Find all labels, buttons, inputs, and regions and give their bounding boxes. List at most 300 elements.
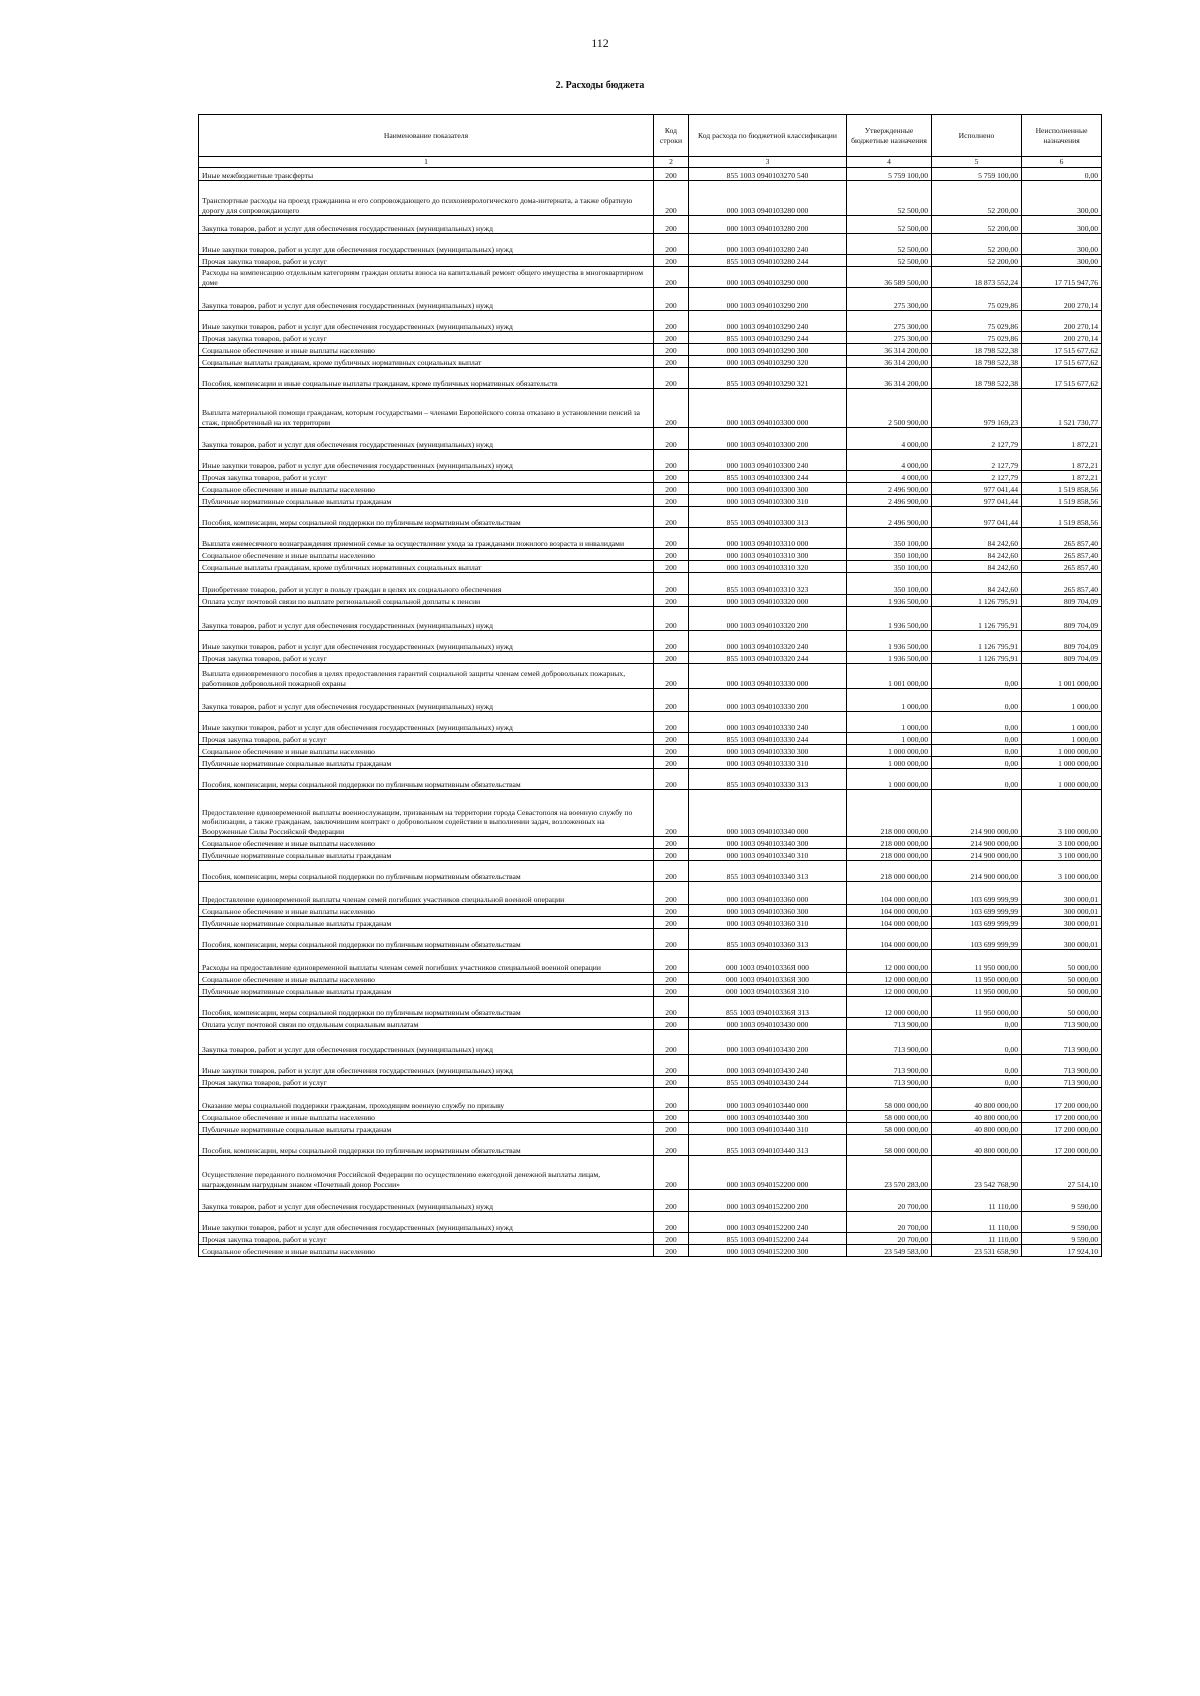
- table-row: [199, 745, 1102, 757]
- row-budget-code: 000 1003 0940103300 310: [689, 495, 847, 507]
- row-line-code: 200: [654, 997, 689, 1018]
- row-name: Пособия, компенсации, меры социальной поддержки по публичным нормативным обязательствам: [199, 997, 654, 1018]
- table-row: [199, 255, 1102, 267]
- row-approved: 1 936 500,00: [847, 631, 932, 652]
- row-unexecuted: 809 704,09: [1022, 652, 1102, 664]
- row-approved: 12 000 000,00: [847, 985, 932, 997]
- row-unexecuted: 17 200 000,00: [1022, 1111, 1102, 1123]
- row-line-code: 200: [654, 745, 689, 757]
- row-approved: 1 001 000,00: [847, 664, 932, 689]
- row-line-code: 200: [654, 1018, 689, 1030]
- row-line-code: 200: [654, 733, 689, 745]
- row-budget-code: 000 1003 0940103360 310: [689, 917, 847, 929]
- row-name: Пособия, компенсации и иные социальные выплаты гражданам, кроме публичных нормативных обязательств: [199, 368, 654, 389]
- row-line-code: 200: [654, 332, 689, 344]
- row-name: Иные закупки товаров, работ и услуг для обеспечения государственных (муниципальных) нужд: [199, 450, 654, 471]
- row-executed: 2 127,79: [932, 450, 1022, 471]
- row-line-code: 200: [654, 595, 689, 607]
- table-row: [199, 356, 1102, 368]
- row-approved: 52 500,00: [847, 234, 932, 255]
- row-line-code: 200: [654, 507, 689, 528]
- row-budget-code: 855 1003 0940103430 244: [689, 1076, 847, 1088]
- row-approved: 350 100,00: [847, 573, 932, 595]
- row-executed: 11 950 000,00: [932, 985, 1022, 997]
- row-name: Прочая закупка товаров, работ и услуг: [199, 471, 654, 483]
- row-name: Иные межбюджетные трансферты: [199, 168, 654, 181]
- row-executed: 18 798 522,38: [932, 368, 1022, 389]
- row-name: Пособия, компенсации, меры социальной поддержки по публичным нормативным обязательствам: [199, 1135, 654, 1156]
- row-name: Расходы на компенсацию отдельным категориям граждан оплаты взноса на капитальный ремонт общего имущества в многоквартирном доме: [199, 267, 654, 288]
- row-budget-code: 000 1003 0940103320 000: [689, 595, 847, 607]
- row-budget-code: 000 1003 0940103310 320: [689, 561, 847, 573]
- row-name: Социальное обеспечение и иные выплаты населению: [199, 549, 654, 561]
- row-line-code: 200: [654, 712, 689, 733]
- row-approved: 52 500,00: [847, 255, 932, 267]
- row-name: Социальные выплаты гражданам, кроме публичных нормативных социальных выплат: [199, 561, 654, 573]
- row-budget-code: 000 1003 0940103330 200: [689, 689, 847, 712]
- row-executed: 18 798 522,38: [932, 344, 1022, 356]
- row-approved: 36 589 500,00: [847, 267, 932, 288]
- row-unexecuted: 809 704,09: [1022, 595, 1102, 607]
- row-unexecuted: 265 857,40: [1022, 573, 1102, 595]
- row-unexecuted: 1 000 000,00: [1022, 745, 1102, 757]
- row-approved: 1 936 500,00: [847, 595, 932, 607]
- table-row: [199, 849, 1102, 861]
- row-name: Социальное обеспечение и иные выплаты населению: [199, 1245, 654, 1257]
- row-approved: 1 000 000,00: [847, 757, 932, 769]
- column-number: 4: [847, 157, 932, 168]
- row-unexecuted: 1 000,00: [1022, 733, 1102, 745]
- row-name: Прочая закупка товаров, работ и услуг: [199, 332, 654, 344]
- row-executed: 0,00: [932, 733, 1022, 745]
- row-name: Социальное обеспечение и иные выплаты населению: [199, 973, 654, 985]
- row-name: Закупка товаров, работ и услуг для обеспечения государственных (муниципальных) нужд: [199, 607, 654, 631]
- row-executed: 0,00: [932, 745, 1022, 757]
- row-line-code: 200: [654, 769, 689, 790]
- row-name: Пособия, компенсации, меры социальной поддержки по публичным нормативным обязательствам: [199, 861, 654, 882]
- row-approved: 713 900,00: [847, 1076, 932, 1088]
- row-executed: 214 900 000,00: [932, 861, 1022, 882]
- row-approved: 23 570 283,00: [847, 1156, 932, 1190]
- row-budget-code: 855 1003 0940103300 313: [689, 507, 847, 528]
- row-unexecuted: 17 515 677,62: [1022, 356, 1102, 368]
- table-row: [199, 483, 1102, 495]
- row-line-code: 200: [654, 1190, 689, 1212]
- row-budget-code: 000 1003 0940103440 310: [689, 1123, 847, 1135]
- row-line-code: 200: [654, 311, 689, 332]
- row-budget-code: 000 1003 0940103290 240: [689, 311, 847, 332]
- table-row: [199, 997, 1102, 1018]
- row-approved: 218 000 000,00: [847, 861, 932, 882]
- row-approved: 4 000,00: [847, 450, 932, 471]
- table-row: [199, 595, 1102, 607]
- row-name: Иные закупки товаров, работ и услуг для обеспечения государственных (муниципальных) нужд: [199, 1212, 654, 1233]
- row-line-code: 200: [654, 950, 689, 973]
- row-name: Публичные нормативные социальные выплаты гражданам: [199, 757, 654, 769]
- row-name: Прочая закупка товаров, работ и услуг: [199, 1233, 654, 1245]
- row-line-code: 200: [654, 368, 689, 389]
- row-line-code: 200: [654, 1030, 689, 1055]
- row-unexecuted: 713 900,00: [1022, 1076, 1102, 1088]
- row-approved: 1 000,00: [847, 733, 932, 745]
- table-row: [199, 288, 1102, 311]
- row-unexecuted: 300,00: [1022, 255, 1102, 267]
- table-row: [199, 311, 1102, 332]
- row-name: Оплата услуг почтовой связи по отдельным социальным выплатам: [199, 1018, 654, 1030]
- row-name: Социальное обеспечение и иные выплаты населению: [199, 483, 654, 495]
- row-budget-code: 000 1003 0940103340 310: [689, 849, 847, 861]
- row-approved: 1 000 000,00: [847, 769, 932, 790]
- row-budget-code: 000 1003 0940103290 200: [689, 288, 847, 311]
- row-executed: 18 798 522,38: [932, 356, 1022, 368]
- table-row: [199, 631, 1102, 652]
- row-line-code: 200: [654, 1245, 689, 1257]
- row-executed: 40 800 000,00: [932, 1123, 1022, 1135]
- table-row: [199, 689, 1102, 712]
- row-executed: 84 242,60: [932, 573, 1022, 595]
- table-row: [199, 471, 1102, 483]
- row-unexecuted: 17 200 000,00: [1022, 1135, 1102, 1156]
- row-unexecuted: 17 200 000,00: [1022, 1088, 1102, 1111]
- row-line-code: 200: [654, 168, 689, 181]
- row-executed: 40 800 000,00: [932, 1135, 1022, 1156]
- table-row: [199, 181, 1102, 216]
- table-row: [199, 712, 1102, 733]
- table-row: [199, 757, 1102, 769]
- row-executed: 1 126 795,91: [932, 607, 1022, 631]
- row-approved: 12 000 000,00: [847, 997, 932, 1018]
- table-row: [199, 905, 1102, 917]
- row-approved: 36 314 200,00: [847, 344, 932, 356]
- row-unexecuted: 50 000,00: [1022, 950, 1102, 973]
- row-unexecuted: 1 872,21: [1022, 428, 1102, 450]
- row-executed: 52 200,00: [932, 234, 1022, 255]
- row-line-code: 200: [654, 356, 689, 368]
- row-approved: 4 000,00: [847, 471, 932, 483]
- row-approved: 275 300,00: [847, 332, 932, 344]
- row-unexecuted: 713 900,00: [1022, 1018, 1102, 1030]
- column-number: 6: [1022, 157, 1102, 168]
- row-line-code: 200: [654, 450, 689, 471]
- row-line-code: 200: [654, 1123, 689, 1135]
- row-executed: 0,00: [932, 1030, 1022, 1055]
- table-row: [199, 1076, 1102, 1088]
- row-line-code: 200: [654, 389, 689, 428]
- row-unexecuted: 1 000,00: [1022, 689, 1102, 712]
- row-line-code: 200: [654, 561, 689, 573]
- row-name: Публичные нормативные социальные выплаты гражданам: [199, 1123, 654, 1135]
- row-executed: 11 950 000,00: [932, 950, 1022, 973]
- row-approved: 5 759 100,00: [847, 168, 932, 181]
- row-budget-code: 000 1003 0940152200 000: [689, 1156, 847, 1190]
- table-row: [199, 917, 1102, 929]
- row-name: Прочая закупка товаров, работ и услуг: [199, 1076, 654, 1088]
- row-executed: 5 759 100,00: [932, 168, 1022, 181]
- row-executed: 0,00: [932, 757, 1022, 769]
- row-executed: 214 900 000,00: [932, 849, 1022, 861]
- row-executed: 23 542 768,90: [932, 1156, 1022, 1190]
- header-unexecuted: Неисполненные назначения: [1022, 115, 1102, 157]
- row-unexecuted: 1 872,21: [1022, 471, 1102, 483]
- table-row: [199, 573, 1102, 595]
- header-approved: Утвержденные бюджетные назначения: [847, 115, 932, 157]
- row-approved: 36 314 200,00: [847, 368, 932, 389]
- row-executed: 214 900 000,00: [932, 837, 1022, 849]
- row-budget-code: 855 1003 0940103440 313: [689, 1135, 847, 1156]
- row-name: Закупка товаров, работ и услуг для обеспечения государственных (муниципальных) нужд: [199, 1030, 654, 1055]
- row-budget-code: 000 1003 0940103360 000: [689, 882, 847, 905]
- header-budget-code: Код расхода по бюджетной классификации: [689, 115, 847, 157]
- row-unexecuted: 300 000,01: [1022, 882, 1102, 905]
- row-budget-code: 000 1003 0940103430 200: [689, 1030, 847, 1055]
- row-budget-code: 000 1003 094010336Я 000: [689, 950, 847, 973]
- row-executed: 75 029,86: [932, 311, 1022, 332]
- row-approved: 52 500,00: [847, 181, 932, 216]
- row-line-code: 200: [654, 234, 689, 255]
- row-budget-code: 000 1003 0940103340 300: [689, 837, 847, 849]
- row-budget-code: 855 1003 0940103300 244: [689, 471, 847, 483]
- row-budget-code: 000 1003 0940103440 300: [689, 1111, 847, 1123]
- row-budget-code: 000 1003 0940103290 300: [689, 344, 847, 356]
- row-line-code: 200: [654, 255, 689, 267]
- row-name: Пособия, компенсации, меры социальной поддержки по публичным нормативным обязательствам: [199, 507, 654, 528]
- row-unexecuted: 300 000,01: [1022, 917, 1102, 929]
- row-name: Иные закупки товаров, работ и услуг для обеспечения государственных (муниципальных) нужд: [199, 234, 654, 255]
- row-unexecuted: 300 000,01: [1022, 905, 1102, 917]
- header-indicator-name: Наименование показателя: [199, 115, 654, 157]
- row-budget-code: 000 1003 0940103300 000: [689, 389, 847, 428]
- row-unexecuted: 809 704,09: [1022, 631, 1102, 652]
- row-approved: 12 000 000,00: [847, 973, 932, 985]
- row-executed: 0,00: [932, 689, 1022, 712]
- row-name: Прочая закупка товаров, работ и услуг: [199, 652, 654, 664]
- row-name: Закупка товаров, работ и услуг для обеспечения государственных (муниципальных) нужд: [199, 689, 654, 712]
- row-line-code: 200: [654, 1088, 689, 1111]
- row-approved: 58 000 000,00: [847, 1111, 932, 1123]
- row-approved: 104 000 000,00: [847, 882, 932, 905]
- row-approved: 1 936 500,00: [847, 607, 932, 631]
- row-unexecuted: 265 857,40: [1022, 561, 1102, 573]
- row-approved: 20 700,00: [847, 1190, 932, 1212]
- row-line-code: 200: [654, 1156, 689, 1190]
- row-name: Социальное обеспечение и иные выплаты населению: [199, 344, 654, 356]
- row-unexecuted: 300,00: [1022, 181, 1102, 216]
- row-line-code: 200: [654, 652, 689, 664]
- row-executed: 103 699 999,99: [932, 929, 1022, 950]
- row-approved: 218 000 000,00: [847, 837, 932, 849]
- row-budget-code: 000 1003 0940103310 000: [689, 528, 847, 549]
- table-row: [199, 1088, 1102, 1111]
- row-name: Закупка товаров, работ и услуг для обеспечения государственных (муниципальных) нужд: [199, 428, 654, 450]
- row-approved: 350 100,00: [847, 549, 932, 561]
- row-approved: 1 000 000,00: [847, 745, 932, 757]
- table-row: [199, 985, 1102, 997]
- row-unexecuted: 265 857,40: [1022, 549, 1102, 561]
- table-row: [199, 1030, 1102, 1055]
- row-executed: 40 800 000,00: [932, 1088, 1022, 1111]
- row-approved: 218 000 000,00: [847, 849, 932, 861]
- row-budget-code: 855 1003 0940103360 313: [689, 929, 847, 950]
- table-row: [199, 607, 1102, 631]
- table-body: [199, 168, 1102, 1257]
- row-name: Выплата материальной помощи гражданам, которым государствами – членами Европейского союза отказано в установлении пенсий за стаж, приобретенный на их территории: [199, 389, 654, 428]
- table-row: [199, 733, 1102, 745]
- row-line-code: 200: [654, 1135, 689, 1156]
- row-budget-code: 855 1003 0940103330 313: [689, 769, 847, 790]
- row-executed: 0,00: [932, 712, 1022, 733]
- row-unexecuted: 200 270,14: [1022, 311, 1102, 332]
- row-budget-code: 000 1003 0940103330 300: [689, 745, 847, 757]
- row-line-code: 200: [654, 1111, 689, 1123]
- row-executed: 75 029,86: [932, 332, 1022, 344]
- row-line-code: 200: [654, 181, 689, 216]
- row-budget-code: 000 1003 0940103320 200: [689, 607, 847, 631]
- row-executed: 52 200,00: [932, 255, 1022, 267]
- row-line-code: 200: [654, 267, 689, 288]
- row-budget-code: 000 1003 0940103280 200: [689, 216, 847, 234]
- row-executed: 103 699 999,99: [932, 917, 1022, 929]
- row-executed: 18 873 552,24: [932, 267, 1022, 288]
- row-line-code: 200: [654, 1233, 689, 1245]
- row-name: Закупка товаров, работ и услуг для обеспечения государственных (муниципальных) нужд: [199, 216, 654, 234]
- row-unexecuted: 713 900,00: [1022, 1055, 1102, 1076]
- table-row: [199, 1156, 1102, 1190]
- row-executed: 1 126 795,91: [932, 595, 1022, 607]
- row-executed: 1 126 795,91: [932, 652, 1022, 664]
- table-row: [199, 1055, 1102, 1076]
- row-budget-code: 000 1003 0940103430 240: [689, 1055, 847, 1076]
- table-row: [199, 507, 1102, 528]
- section-title: 2. Расходы бюджета: [555, 80, 645, 91]
- table-row: [199, 495, 1102, 507]
- row-line-code: 200: [654, 495, 689, 507]
- row-approved: 275 300,00: [847, 288, 932, 311]
- table-row: [199, 168, 1102, 181]
- row-approved: 36 314 200,00: [847, 356, 932, 368]
- row-approved: 58 000 000,00: [847, 1123, 932, 1135]
- table-row: [199, 973, 1102, 985]
- row-line-code: 200: [654, 882, 689, 905]
- row-name: Публичные нормативные социальные выплаты гражданам: [199, 849, 654, 861]
- row-executed: 11 110,00: [932, 1212, 1022, 1233]
- row-name: Иные закупки товаров, работ и услуг для обеспечения государственных (муниципальных) нужд: [199, 712, 654, 733]
- table-row: [199, 389, 1102, 428]
- row-unexecuted: 50 000,00: [1022, 973, 1102, 985]
- row-unexecuted: 17 200 000,00: [1022, 1123, 1102, 1135]
- row-line-code: 200: [654, 471, 689, 483]
- row-executed: 23 531 658,90: [932, 1245, 1022, 1257]
- row-budget-code: 855 1003 0940103340 313: [689, 861, 847, 882]
- row-approved: 218 000 000,00: [847, 790, 932, 837]
- row-unexecuted: 1 000,00: [1022, 712, 1102, 733]
- row-executed: 52 200,00: [932, 216, 1022, 234]
- row-budget-code: 000 1003 0940103280 000: [689, 181, 847, 216]
- row-unexecuted: 3 100 000,00: [1022, 849, 1102, 861]
- table-row: [199, 561, 1102, 573]
- row-executed: 11 950 000,00: [932, 973, 1022, 985]
- header-line-code: Код строки: [654, 115, 689, 157]
- table-row: [199, 549, 1102, 561]
- table-row: [199, 332, 1102, 344]
- row-unexecuted: 1 519 858,56: [1022, 483, 1102, 495]
- row-budget-code: 000 1003 0940152200 200: [689, 1190, 847, 1212]
- row-budget-code: 855 1003 0940103310 323: [689, 573, 847, 595]
- table-row: [199, 790, 1102, 837]
- row-executed: 1 126 795,91: [932, 631, 1022, 652]
- row-unexecuted: 809 704,09: [1022, 607, 1102, 631]
- row-name: Оплата услуг почтовой связи по выплате региональной социальной доплаты к пенсии: [199, 595, 654, 607]
- row-line-code: 200: [654, 607, 689, 631]
- row-budget-code: 855 1003 0940103330 244: [689, 733, 847, 745]
- row-approved: 4 000,00: [847, 428, 932, 450]
- row-line-code: 200: [654, 861, 689, 882]
- row-executed: 75 029,86: [932, 288, 1022, 311]
- row-budget-code: 855 1003 0940103320 244: [689, 652, 847, 664]
- row-name: Предоставление единовременной выплаты военнослужащим, призванным на территории города Севастополя на военную службу по мобилизации, а также гражданам, заключившим контракт о добровольном содействии в выполнении задач, возложенных на Вооруженные Силы Российской Федерации: [199, 790, 654, 837]
- row-name: Социальные выплаты гражданам, кроме публичных нормативных социальных выплат: [199, 356, 654, 368]
- row-line-code: 200: [654, 905, 689, 917]
- table-row: [199, 1190, 1102, 1212]
- row-unexecuted: 300 000,01: [1022, 929, 1102, 950]
- row-unexecuted: 1 521 730,77: [1022, 389, 1102, 428]
- table-row: [199, 1018, 1102, 1030]
- row-line-code: 200: [654, 757, 689, 769]
- row-unexecuted: 17 515 677,62: [1022, 344, 1102, 356]
- row-executed: 977 041,44: [932, 495, 1022, 507]
- row-approved: 58 000 000,00: [847, 1088, 932, 1111]
- table-row: [199, 368, 1102, 389]
- row-budget-code: 000 1003 0940103300 300: [689, 483, 847, 495]
- row-budget-code: 000 1003 0940103300 200: [689, 428, 847, 450]
- row-budget-code: 000 1003 094010336Я 300: [689, 973, 847, 985]
- row-line-code: 200: [654, 344, 689, 356]
- row-name: Социальное обеспечение и иные выплаты населению: [199, 905, 654, 917]
- row-budget-code: 000 1003 0940103290 320: [689, 356, 847, 368]
- row-name: Предоставление единовременной выплаты членам семей погибших участников специальной военной операции: [199, 882, 654, 905]
- row-approved: 52 500,00: [847, 216, 932, 234]
- row-budget-code: 000 1003 0940103320 240: [689, 631, 847, 652]
- row-unexecuted: 1 001 000,00: [1022, 664, 1102, 689]
- page-number: 112: [591, 36, 609, 50]
- column-number-row: [199, 157, 1102, 168]
- column-number: 1: [199, 157, 654, 168]
- row-line-code: 200: [654, 631, 689, 652]
- row-line-code: 200: [654, 837, 689, 849]
- row-executed: 977 041,44: [932, 483, 1022, 495]
- table-row: [199, 216, 1102, 234]
- row-unexecuted: 1 000 000,00: [1022, 757, 1102, 769]
- row-budget-code: 000 1003 0940103340 000: [689, 790, 847, 837]
- row-budget-code: 000 1003 0940103360 300: [689, 905, 847, 917]
- row-executed: 11 110,00: [932, 1233, 1022, 1245]
- row-name: Пособия, компенсации, меры социальной поддержки по публичным нормативным обязательствам: [199, 929, 654, 950]
- row-line-code: 200: [654, 985, 689, 997]
- row-approved: 1 000,00: [847, 712, 932, 733]
- row-unexecuted: 1 000 000,00: [1022, 769, 1102, 790]
- row-budget-code: 000 1003 0940103330 240: [689, 712, 847, 733]
- table-row: [199, 1212, 1102, 1233]
- row-approved: 104 000 000,00: [847, 929, 932, 950]
- row-name: Прочая закупка товаров, работ и услуг: [199, 255, 654, 267]
- row-name: Прочая закупка товаров, работ и услуг: [199, 733, 654, 745]
- column-number: 5: [932, 157, 1022, 168]
- row-executed: 0,00: [932, 1055, 1022, 1076]
- row-budget-code: 000 1003 0940103300 240: [689, 450, 847, 471]
- row-line-code: 200: [654, 288, 689, 311]
- row-unexecuted: 9 590,00: [1022, 1190, 1102, 1212]
- column-number: 2: [654, 157, 689, 168]
- table-row: [199, 1233, 1102, 1245]
